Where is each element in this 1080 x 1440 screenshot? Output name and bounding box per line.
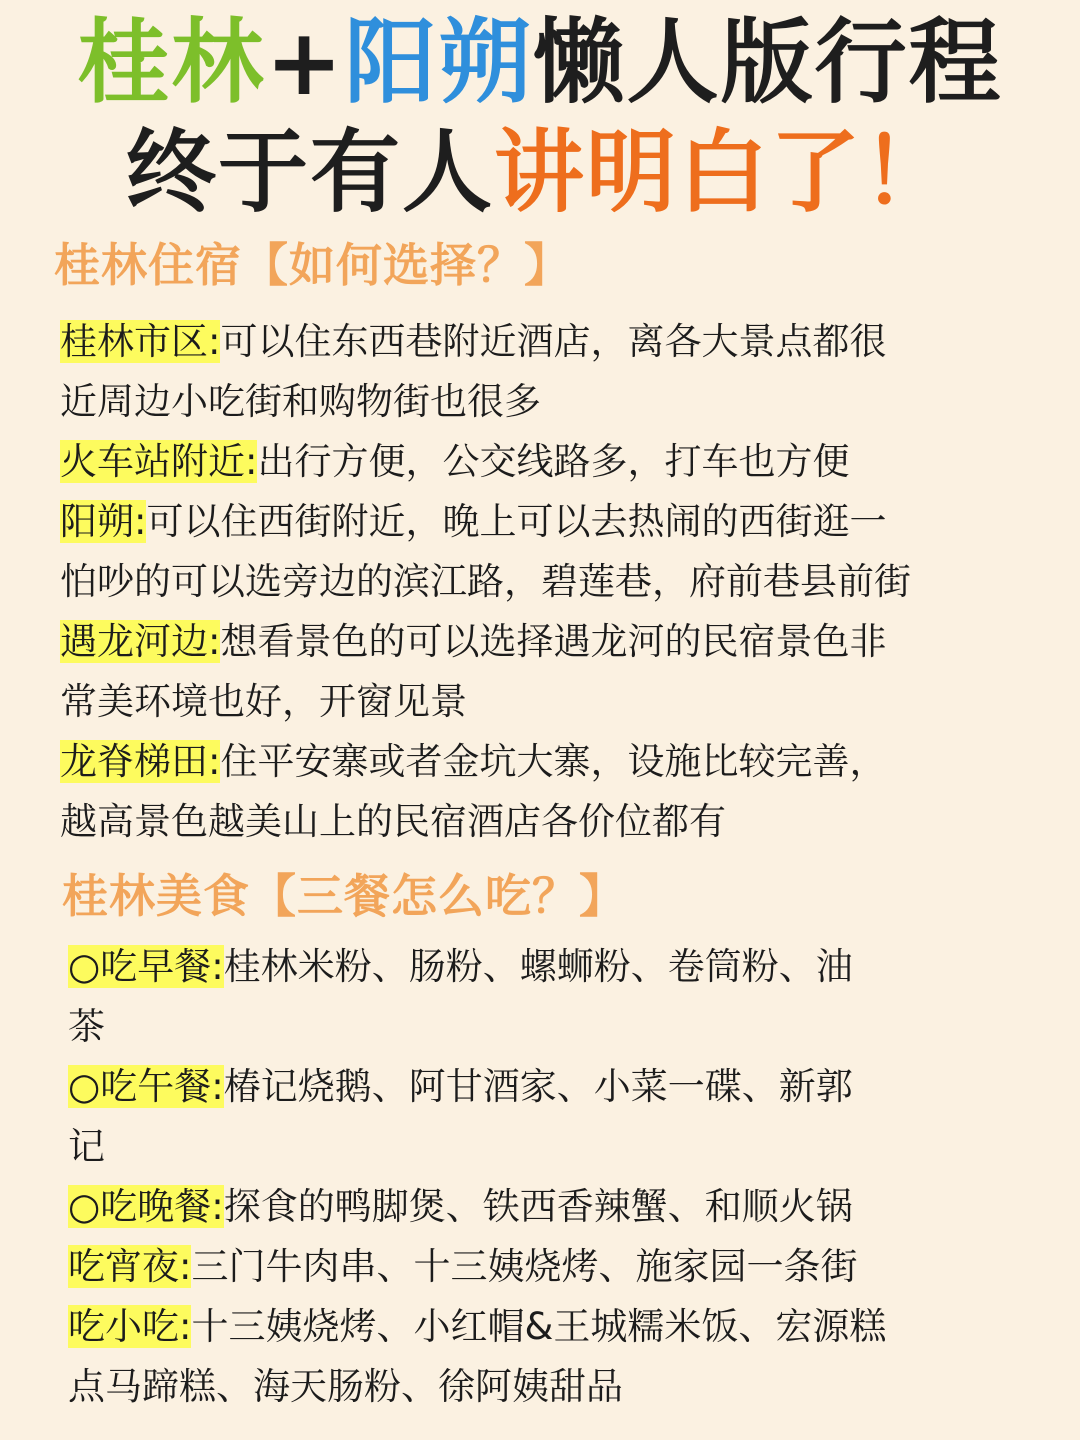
food-text: 十三姨烧烤、小红帽&王城糯米饭、宏源糕 <box>191 1305 887 1348</box>
food-label: 吃宵夜: <box>68 1245 192 1288</box>
lodging-section-title: 桂林住宿【如何选择？】 <box>54 238 571 292</box>
food-label: ○吃午餐: <box>68 1065 224 1108</box>
food-line <box>68 1057 853 1117</box>
headline-explained: 讲明白了！ <box>494 120 954 225</box>
lodging-label: 火车站附近: <box>60 440 258 483</box>
food-text: 探食的鸭脚煲、铁西香辣蟹、和顺火锅 <box>223 1185 853 1228</box>
food-text: 点马蹄糕、海天肠粉、徐阿姨甜品 <box>68 1365 623 1408</box>
lodging-text: 常美环境也好，开窗见景 <box>60 680 467 723</box>
food-line <box>68 1177 853 1237</box>
lodging-line <box>60 492 886 552</box>
headline-line-1 <box>0 8 1080 118</box>
food-line <box>68 997 105 1057</box>
lodging-line <box>60 612 886 672</box>
lodging-text: 可以住东西巷附近酒店，离各大景点都很 <box>220 320 887 363</box>
lodging-text: 想看景色的可以选择遇龙河的民宿景色非 <box>220 620 887 663</box>
headline-finally: 终于有人 <box>126 120 494 225</box>
food-text: 椿记烧鹅、阿甘酒家、小菜一碟、新郭 <box>223 1065 853 1108</box>
food-line <box>68 1357 623 1417</box>
headline-plus: + <box>265 9 345 116</box>
lodging-label: 遇龙河边: <box>60 620 221 663</box>
lodging-text: 近周边小吃街和购物街也很多 <box>60 380 541 423</box>
lodging-text: 怕吵的可以选旁边的滨江路，碧莲巷，府前巷县前街 <box>60 560 911 603</box>
headline-yangshuo: 阳朔 <box>344 9 533 116</box>
lodging-label: 龙脊梯田: <box>60 740 221 783</box>
food-text: 三门牛肉串、十三姨烧烤、施家园一条街 <box>191 1245 858 1288</box>
lodging-line <box>60 432 849 492</box>
headline-line-2 <box>0 118 1080 228</box>
lodging-line <box>60 792 726 852</box>
food-line <box>68 1297 886 1357</box>
lodging-line <box>60 552 911 612</box>
food-text: 茶 <box>68 1005 105 1048</box>
food-line <box>68 937 853 997</box>
lodging-line <box>60 372 541 432</box>
lodging-label: 阳朔: <box>60 500 147 543</box>
headline-itinerary: 懒人版行程 <box>532 9 1003 116</box>
food-text: 记 <box>68 1125 105 1168</box>
food-section-title: 桂林美食【三餐怎么吃？】 <box>62 869 626 923</box>
food-label: 吃小吃: <box>68 1305 192 1348</box>
food-line <box>68 1237 857 1297</box>
lodging-line <box>60 732 886 792</box>
food-label: ○吃早餐: <box>68 945 224 988</box>
lodging-line <box>60 312 886 372</box>
lodging-text: 出行方便，公交线路多，打车也方便 <box>257 440 850 483</box>
lodging-text: 可以住西街附近，晚上可以去热闹的西街逛一 <box>146 500 887 543</box>
lodging-text: 住平安寨或者金坑大寨，设施比较完善， <box>220 740 887 783</box>
food-text: 桂林米粉、肠粉、螺蛳粉、卷筒粉、油 <box>223 945 853 988</box>
food-line <box>68 1117 105 1177</box>
lodging-label: 桂林市区: <box>60 320 221 363</box>
lodging-line <box>60 672 467 732</box>
headline-guilin: 桂林 <box>77 9 266 116</box>
lodging-text: 越高景色越美山上的民宿酒店各价位都有 <box>60 800 726 843</box>
food-label: ○吃晚餐: <box>68 1185 224 1228</box>
